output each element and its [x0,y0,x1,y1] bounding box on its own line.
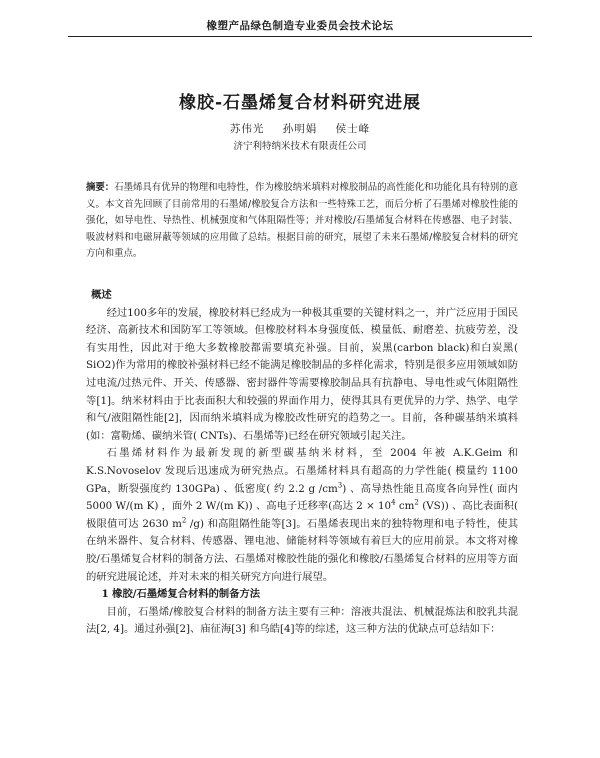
paragraph-graphene-intro [86,445,518,586]
affiliation: 济宁利特纳米技术有限责任公司 [233,141,367,152]
main-body [86,287,518,639]
superscript: 2 [181,516,187,525]
paper-title: 橡胶-石墨烯复合材料研究进展 [178,93,422,113]
paragraph-text: /g) 和高阻隔性能等[3]。石墨烯表现出来的独特物理和电子特性，使其在纳米器件、复合材料、传感器、锂电池、储能材料等领域有着巨大的应用前景。本文将对橡胶/石墨烯复合材料的制备方法、石墨烯对橡胶性能的强化和橡胶/石墨烯复合材料的应用等方面的研究进展论述，并对未来的相关研究方向进行展望。 [86,517,519,583]
paragraph-text: (VS)) 、高比表面积( 极限值可达 2630 m [86,500,519,530]
paragraph-text: ) 、高导热性能且高度各向异性( 面内 5000 W/(m K) ，面外 2 W/(m K)) 、高电子迁移率(高达 2 × 10 [86,482,518,513]
paragraph-text: cm [395,500,415,513]
section-heading-preparation: 1 橡胶/石墨烯复合材料的制备方法 [101,588,261,601]
running-header: 橡塑产品绿色制造专业委员会技术论坛 [206,20,394,32]
superscript: 2 [414,498,419,507]
author-list: 苏伟光 孙明娟 侯士峰 [229,123,371,135]
header-divider [68,36,532,37]
paragraph-overview: 经过100多年的发展，橡胶材料已经成为一种极其重要的关键材料之一，并广泛应用于国民经济、高新技术和国防军工等领域。但橡胶材料本身强度低、模量低、耐磨差、抗疲劳差，没有实用性，因此对于绝大多数橡胶都需要填充补强。目前，炭黑(carbon black)和白炭黑( SiO2)作为常用的橡胶补强材料已经不能满足橡胶制品的多样化需求，特别是很多应用领域如防过电流/过热元件、开关、传感器、密封器件等需要橡胶制品具有抗静电、导电性或气体阻隔性等[1]。纳米材料由于比表面积大和较强的界面作用力，使得其具有更优异的力学、热学、电学和气/液阻隔性能[2]，因而纳米填料成为橡胶改性研究的趋势之一。目前，各种碳基纳米填料(如：富勒烯、碳纳米管( CNTs)、石墨烯等)已经在研究领域引起关注。 [86,306,518,442]
superscript: 3 [337,481,343,490]
superscript: 4 [391,498,396,507]
abstract [86,180,518,263]
paragraph-text: 石墨烯材料作为最新发现的新型碳基纳米材料，至 2004 年被 A.K.Geim 和 K.S.Novoselov 发现后迅速成为研究热点。石墨烯材料具有超高的力学性能( 模量约 1100 GPa，断裂强度约 130GPa) 、低密度( 约 2.2 g /cm [86,447,518,495]
abstract-label: 摘要： [86,182,115,193]
paragraph-preparation: 目前，石墨烯/橡胶复合材料的制备方法主要有三种：溶液共混法、机械混炼法和胶乳共混法[2, 4]。通过孙强[2]、庙征海[3] 和乌皓[4]等的综述，这三种方法的优缺点可总结如下： [86,605,518,636]
section-heading-overview: 概述 [91,289,112,301]
abstract-text: 石墨烯具有优异的物理和电特性，作为橡胶纳米填料对橡胶制品的高性能化和功能化具有特别的意义。本文首先回顾了目前常用的石墨烯/橡胶复合方法和一些特殊工艺，而后分析了石墨烯对橡胶性能的强化，如导电性、导热性、机械强度和气体阻隔性等；并对橡胶/石墨烯复合材料在传感器、电子封装、吸波材料和电磁屏蔽等领域的应用做了总结。根据目前的研究，展望了未来石墨烯/橡胶复合材料的研究方向和重点。 [86,182,518,259]
